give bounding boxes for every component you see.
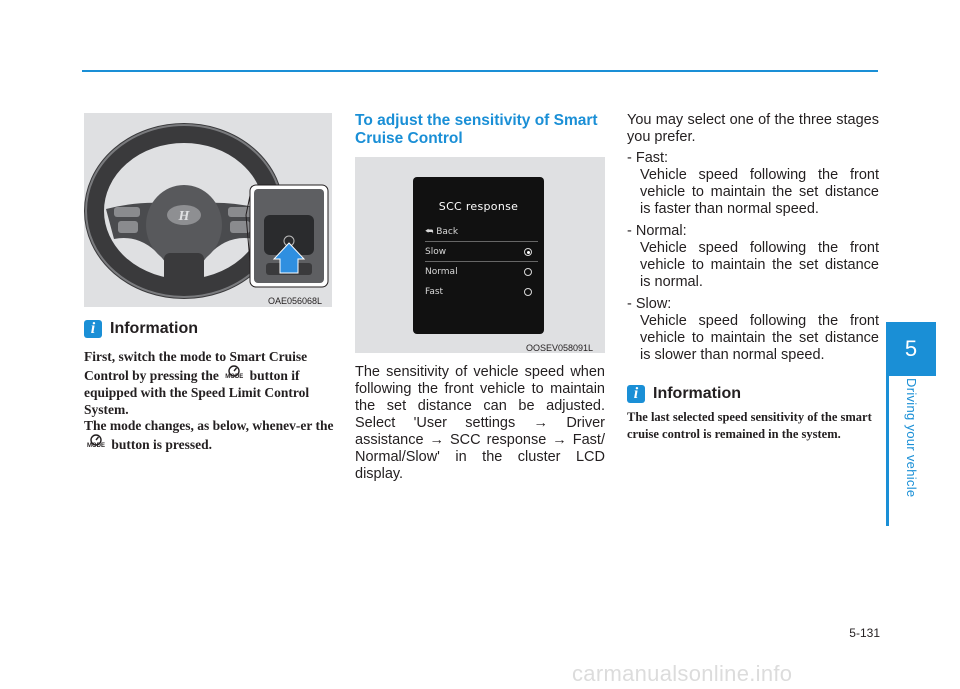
steering-wheel-illustration [84,113,332,307]
info-para-1-text: First, switch the mode to Smart Cruise Control by pressing the [84,349,308,383]
list-desc-fast: Vehicle speed following the front vehicle to maintain the set distance is faster than normal speed. [640,167,879,217]
lcd-option-slow[interactable] [425,243,538,261]
figure-code: OAE056068L [268,296,323,306]
mode-label: MODE [225,374,244,380]
list-desc-slow: Vehicle speed following the front vehicle to maintain the set distance is slower than normal speed. [640,313,879,363]
info-para-2 [84,417,334,453]
lcd-title: SCC response [438,200,519,213]
lcd-option-label: Fast [425,287,444,297]
mode-button-icon [84,434,108,452]
lcd-divider [425,261,538,262]
cluster-lcd [413,177,544,334]
list-label-normal: - Normal: [627,223,687,239]
lcd-option-fast[interactable] [425,283,538,301]
lcd-figure [355,157,605,353]
info-body-2: The last selected speed sensitivity of the smart cruise control is remained in the system. [627,410,872,441]
list-label-slow: - Slow: [627,296,672,312]
info-para-1 [84,348,334,418]
chapter-title: Driving your vehicle [904,378,919,498]
info-title-2: Information [653,385,741,402]
svg-text:H: H [178,209,190,224]
mode-label: MODE [87,443,105,449]
stages-intro: You may select one of the three stages you prefer. [627,112,879,145]
watermark-bar [0,657,960,689]
lcd-option-normal[interactable] [425,263,538,281]
chapter-tab-line [886,376,889,526]
list-desc-normal: Vehicle speed following the front vehicle to maintain the set distance is normal. [640,240,879,290]
lcd-option-label: Normal [425,267,458,277]
lcd-back-label: ⮪ Back [425,227,459,237]
sensitivity-body: The sensitivity of vehicle speed when following the front vehicle to maintain the set distance can be adjusted. Select 'User settings → Driver assistance → SCC response → Fast/ Normal/Slow' in the cluster LCD display. [355,364,605,482]
lcd-divider [425,241,538,242]
lcd-back-item[interactable] [425,223,538,241]
info-heading [84,320,198,338]
page-number: 5-131 [849,626,880,640]
info-para-2-text-cont: button is pressed. [111,437,213,452]
chapter-number: 5 [904,336,918,361]
steering-wheel-figure [84,113,332,307]
info-para-1-text-cont: button if equipped with the Speed Limit Control System. [84,368,310,417]
list-label-fast: - Fast: [627,150,669,166]
chapter-number-tab[interactable] [886,322,936,376]
figure-code: OOSEV058091L [526,343,594,353]
section-title: To adjust the sensitivity of Smart Cruise Control [355,112,598,147]
info-icon: i [627,385,645,403]
lcd-option-label: Slow [425,247,447,257]
mode-button-icon [222,365,246,383]
watermark-link[interactable]: carmanualsonline.info [572,661,793,686]
radio-selected-icon [524,248,532,256]
info-para-2-text: The mode changes, as below, whenev-er the [84,418,334,433]
info-title: Information [110,320,198,337]
info-heading-2 [627,385,741,403]
radio-icon [524,288,532,296]
info-icon: i [84,320,102,338]
radio-icon [524,268,532,276]
header-rule [82,70,878,72]
